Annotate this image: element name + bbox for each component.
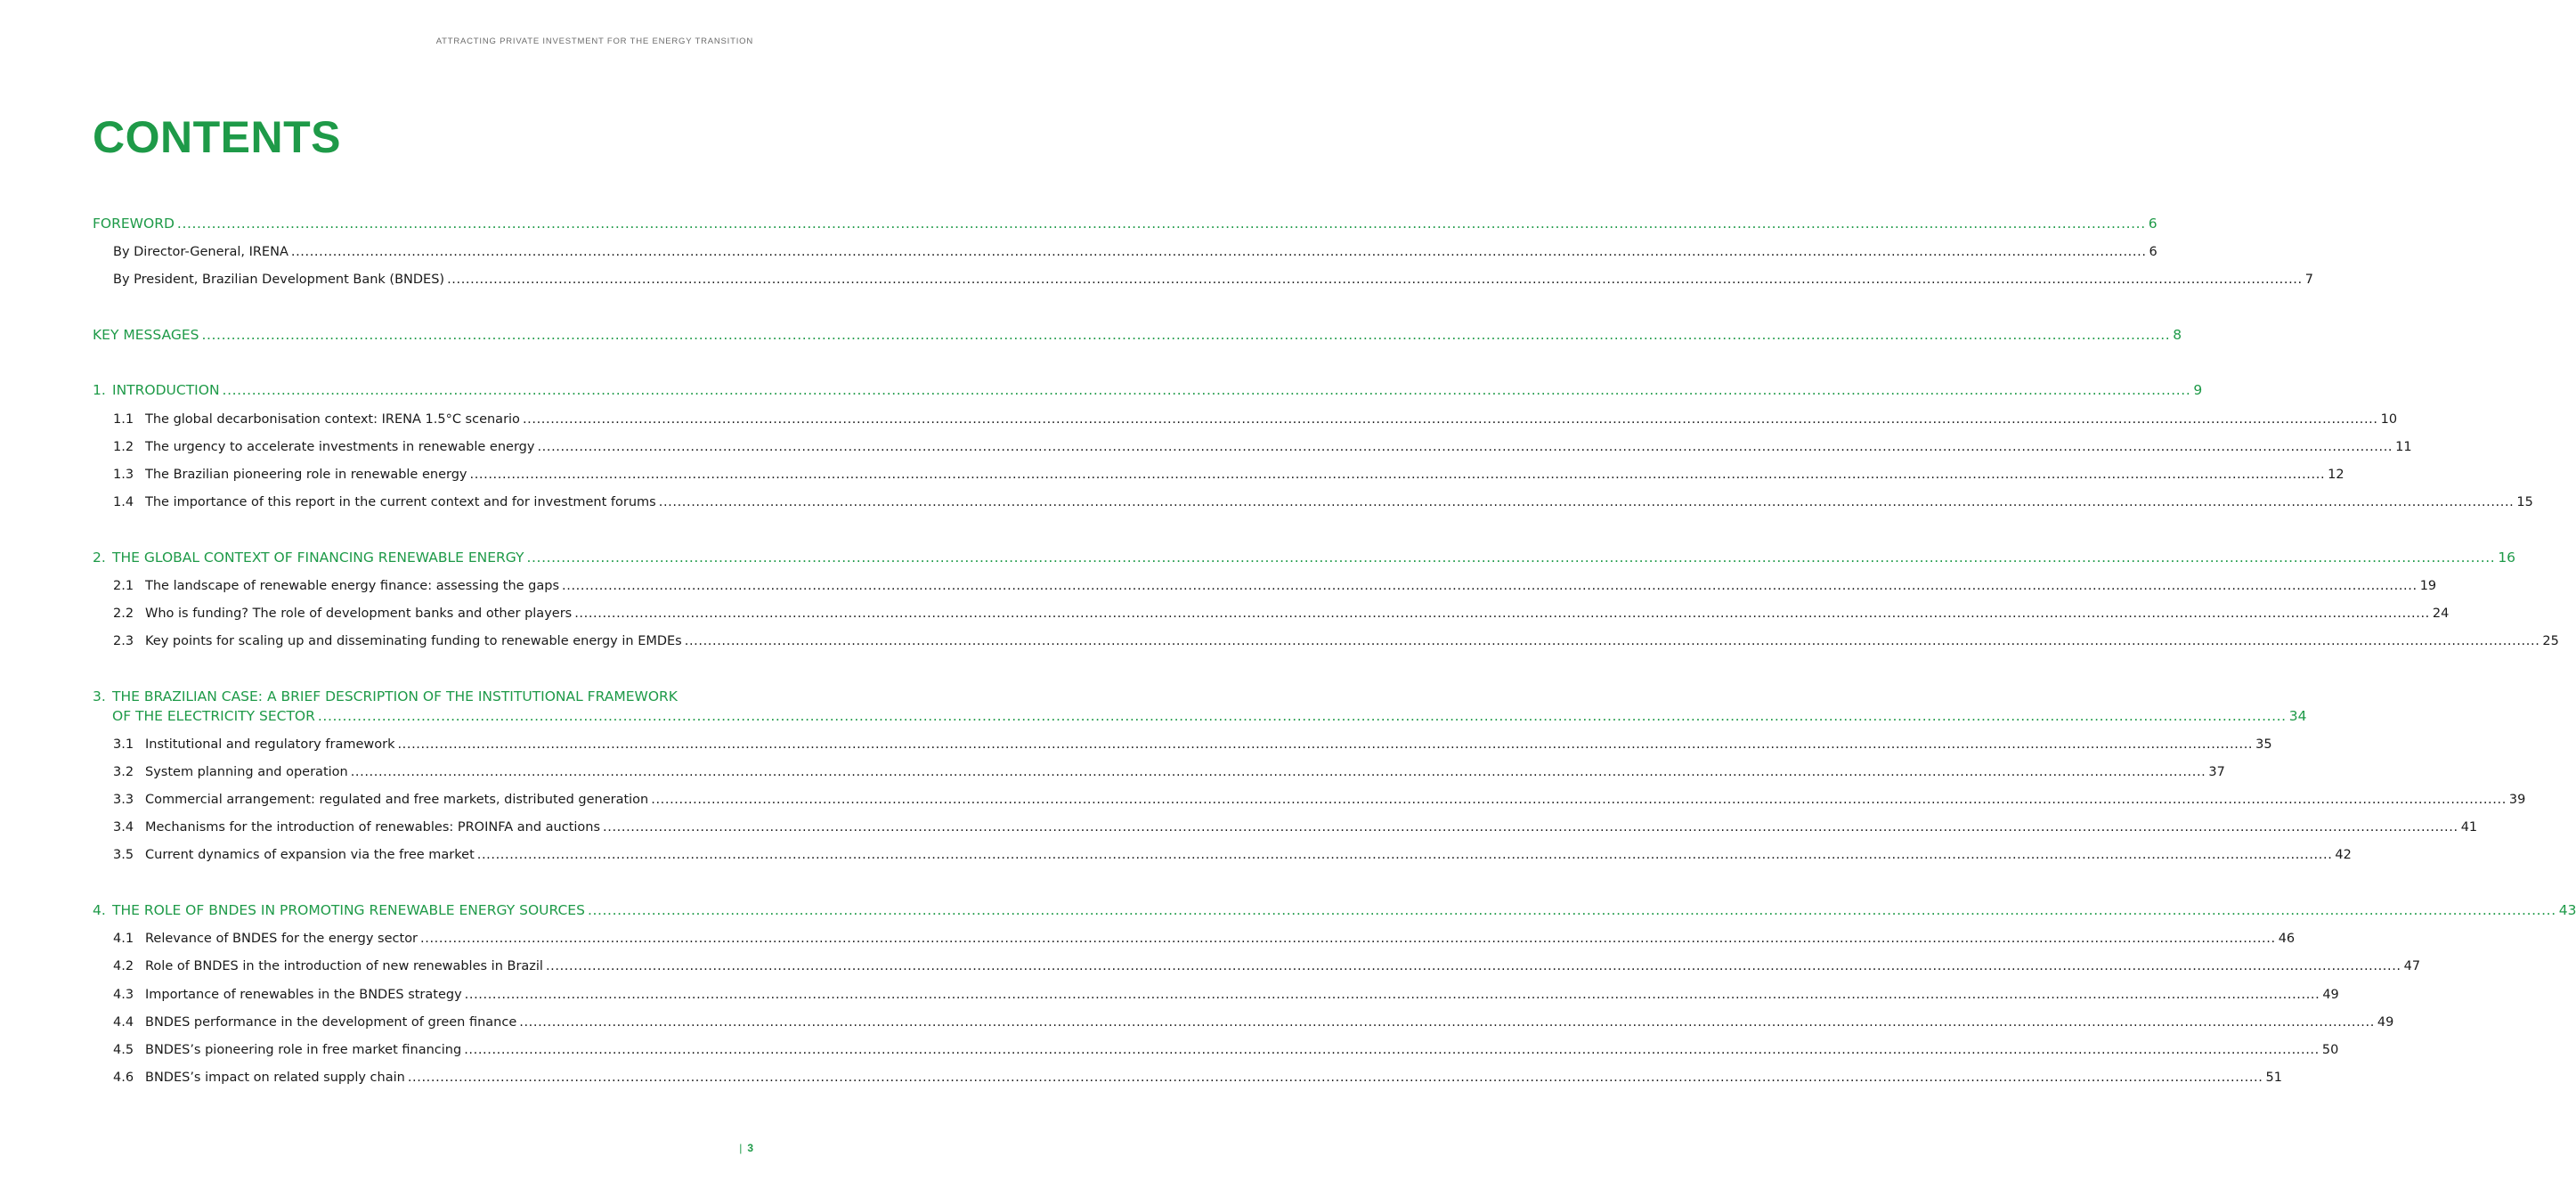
toc-subentry[interactable] xyxy=(113,577,2437,595)
toc-page-number: 37 xyxy=(2208,765,2225,779)
toc-page-number: 46 xyxy=(2278,932,2296,946)
toc-label: The importance of this report in the current context and for investment forums xyxy=(145,495,656,509)
toc-number: 4.3 xyxy=(113,988,134,1002)
toc-number: 2.1 xyxy=(113,579,134,593)
toc-label: By President, Brazilian Development Bank (BNDES) xyxy=(113,273,445,287)
toc-number: 1.1 xyxy=(113,412,134,427)
toc-number: 2.3 xyxy=(113,634,134,648)
toc-label: FOREWORD xyxy=(93,216,175,232)
toc-subentry[interactable] xyxy=(113,930,2296,948)
toc-page-number: 16 xyxy=(2498,550,2516,566)
toc-leader-dots: ................................................................................................................................................................................................................................................................................................................................................................................................................ xyxy=(651,793,2507,807)
toc-leader-dots: ................................................................................................................................................................................................................................................................................................................................................................................................................ xyxy=(176,216,2146,232)
toc-subentry[interactable] xyxy=(113,493,2533,511)
toc-leader-dots: ................................................................................................................................................................................................................................................................................................................................................................................................................ xyxy=(545,959,2401,973)
toc-page-number: 50 xyxy=(2321,1043,2339,1057)
toc-page-number: 25 xyxy=(2542,634,2559,648)
toc-page-number: 42 xyxy=(2335,848,2352,862)
toc-number: 1.3 xyxy=(113,468,134,482)
toc-number: 3.1 xyxy=(113,737,134,752)
toc-label: Role of BNDES in the introduction of new renewables in Brazil xyxy=(145,959,543,973)
toc-subentry[interactable] xyxy=(113,763,2225,781)
toc-page-number: 24 xyxy=(2432,607,2450,621)
toc-subentry[interactable] xyxy=(113,986,2339,1004)
toc-subentry[interactable] xyxy=(113,605,2450,623)
toc-label: The landscape of renewable energy finance: assessing the gaps xyxy=(145,579,560,593)
toc-subentry[interactable] xyxy=(113,466,2344,484)
toc-label: The urgency to accelerate investments in renewable energy xyxy=(145,440,535,454)
toc-number: 3.2 xyxy=(113,765,134,779)
toc-leader-dots: ................................................................................................................................................................................................................................................................................................................................................................................................................ xyxy=(684,634,2540,648)
toc-label: Key points for scaling up and disseminating funding to renewable energy in EMDEs xyxy=(145,634,682,648)
toc-page-number: 43 xyxy=(2558,902,2576,918)
toc-number: 3.4 xyxy=(113,820,134,835)
toc-leader-dots: ................................................................................................................................................................................................................................................................................................................................................................................................................ xyxy=(447,273,2303,287)
toc-leader-dots: ................................................................................................................................................................................................................................................................................................................................................................................................................ xyxy=(469,468,2326,482)
toc-label: The global decarbonisation context: IRENA 1.5°C scenario xyxy=(145,412,520,427)
toc-leader-dots: ................................................................................................................................................................................................................................................................................................................................................................................................................ xyxy=(464,988,2320,1002)
toc-page-number: 7 xyxy=(2304,273,2313,287)
toc-page-number: 19 xyxy=(2419,579,2437,593)
toc-label: Importance of renewables in the BNDES strategy xyxy=(145,988,462,1002)
toc-leader-dots: ................................................................................................................................................................................................................................................................................................................................................................................................................ xyxy=(526,550,2496,566)
toc-leader-dots: ................................................................................................................................................................................................................................................................................................................................................................................................................ xyxy=(464,1043,2320,1057)
running-header: ATTRACTING PRIVATE INVESTMENT FOR THE ENERGY TRANSITION xyxy=(435,37,753,46)
toc-label-continued: OF THE ELECTRICITY SECTOR xyxy=(112,708,315,724)
toc-leader-dots: ................................................................................................................................................................................................................................................................................................................................................................................................................ xyxy=(420,932,2276,946)
toc-subentry[interactable] xyxy=(113,1014,2394,1031)
toc-label: The Brazilian pioneering role in renewable energy xyxy=(145,468,467,482)
toc-subentry[interactable] xyxy=(113,791,2526,809)
toc-subentry[interactable] xyxy=(113,632,2559,650)
toc-section[interactable] xyxy=(93,215,2158,232)
toc-page-number: 12 xyxy=(2328,468,2344,482)
toc-label: Institutional and regulatory framework xyxy=(145,737,395,752)
toc-leader-dots: ................................................................................................................................................................................................................................................................................................................................................................................................................ xyxy=(476,848,2333,862)
toc-number: 4.1 xyxy=(113,932,134,946)
toc-leader-dots: ................................................................................................................................................................................................................................................................................................................................................................................................................ xyxy=(290,245,2147,259)
toc-subentry[interactable] xyxy=(113,243,2158,261)
toc-page-number: 35 xyxy=(2255,737,2272,752)
toc-subentry[interactable] xyxy=(113,1041,2339,1059)
toc-page-number: 15 xyxy=(2516,495,2533,509)
toc-label: By Director-General, IRENA xyxy=(113,245,288,259)
toc-number: 4.4 xyxy=(113,1015,134,1030)
toc-label: THE BRAZILIAN CASE: A BRIEF DESCRIPTION OF THE INSTITUTIONAL FRAMEWORK xyxy=(112,688,678,704)
page-number: 3 xyxy=(747,1142,753,1154)
toc-page-number: 47 xyxy=(2403,959,2421,973)
toc-leader-dots: ................................................................................................................................................................................................................................................................................................................................................................................................................ xyxy=(350,765,2206,779)
toc-page-number: 11 xyxy=(2395,440,2412,454)
toc-number: 1. xyxy=(93,382,106,398)
toc-subentry[interactable] xyxy=(113,271,2313,289)
toc-number: 4.2 xyxy=(113,959,134,973)
toc-number: 3.3 xyxy=(113,793,134,807)
toc-leader-dots: ................................................................................................................................................................................................................................................................................................................................................................................................................ xyxy=(397,737,2254,752)
toc-page-number: 9 xyxy=(2193,382,2203,398)
toc-label: BNDES performance in the development of green finance xyxy=(145,1015,517,1030)
toc-page-number: 39 xyxy=(2508,793,2526,807)
toc-number: 1.2 xyxy=(113,440,134,454)
toc-label: BNDES’s pioneering role in free market financing xyxy=(145,1043,462,1057)
toc-label: Commercial arrangement: regulated and free markets, distributed generation xyxy=(145,793,649,807)
toc-leader-dots: ................................................................................................................................................................................................................................................................................................................................................................................................................ xyxy=(658,495,2515,509)
toc-number: 4.6 xyxy=(113,1071,134,1085)
toc-page-number: 6 xyxy=(2148,216,2158,232)
toc-label: System planning and operation xyxy=(145,765,348,779)
toc-number: 3.5 xyxy=(113,848,134,862)
page-title: CONTENTS xyxy=(93,112,341,162)
toc-leader-dots: ................................................................................................................................................................................................................................................................................................................................................................................................................ xyxy=(317,708,2287,724)
toc-label: Mechanisms for the introduction of renewables: PROINFA and auctions xyxy=(145,820,601,835)
toc-leader-dots: ................................................................................................................................................................................................................................................................................................................................................................................................................ xyxy=(522,412,2378,427)
toc-section[interactable] xyxy=(93,549,2516,566)
toc-page-number: 41 xyxy=(2460,820,2478,835)
toc-subentry[interactable] xyxy=(113,846,2352,864)
toc-number: 1.4 xyxy=(113,495,134,509)
toc-label: BNDES’s impact on related supply chain xyxy=(145,1071,405,1085)
toc-number: 2. xyxy=(93,550,106,566)
toc-leader-dots: ................................................................................................................................................................................................................................................................................................................................................................................................................ xyxy=(222,382,2191,398)
toc-leader-dots: ................................................................................................................................................................................................................................................................................................................................................................................................................ xyxy=(407,1071,2263,1085)
toc-label: THE GLOBAL CONTEXT OF FINANCING RENEWABLE ENERGY xyxy=(112,550,524,566)
toc-subentry[interactable] xyxy=(113,411,2398,428)
toc-subentry[interactable] xyxy=(113,438,2412,456)
toc-leader-dots: ................................................................................................................................................................................................................................................................................................................................................................................................................ xyxy=(574,607,2430,621)
toc-section[interactable] xyxy=(93,901,2576,919)
toc-section[interactable] xyxy=(93,688,2307,725)
toc-label: Current dynamics of expansion via the free market xyxy=(145,848,475,862)
footer-separator: | xyxy=(739,1142,743,1154)
toc-page-number: 34 xyxy=(2288,708,2307,724)
toc-label: THE ROLE OF BNDES IN PROMOTING RENEWABLE ENERGY SOURCES xyxy=(112,902,585,918)
toc-leader-dots: ................................................................................................................................................................................................................................................................................................................................................................................................................ xyxy=(562,579,2418,593)
toc-page-number: 49 xyxy=(2322,988,2339,1002)
toc-leader-dots: ................................................................................................................................................................................................................................................................................................................................................................................................................ xyxy=(519,1015,2375,1030)
toc-number: 2.2 xyxy=(113,607,134,621)
toc-leader-dots: ................................................................................................................................................................................................................................................................................................................................................................................................................ xyxy=(537,440,2393,454)
toc-label: Relevance of BNDES for the energy sector xyxy=(145,932,418,946)
toc-number: 4.5 xyxy=(113,1043,134,1057)
toc-page-number: 49 xyxy=(2377,1015,2394,1030)
toc-section[interactable] xyxy=(93,326,2182,344)
toc-label: Who is funding? The role of development banks and other players xyxy=(145,607,573,621)
toc-subentry[interactable] xyxy=(113,1069,2282,1087)
toc-page-number: 51 xyxy=(2265,1071,2282,1085)
toc-label: INTRODUCTION xyxy=(112,382,220,398)
toc-leader-dots: ................................................................................................................................................................................................................................................................................................................................................................................................................ xyxy=(587,902,2556,918)
page-footer xyxy=(739,1142,753,1154)
toc-page-number: 10 xyxy=(2380,412,2398,427)
toc-section[interactable] xyxy=(93,381,2203,399)
toc-leader-dots: ................................................................................................................................................................................................................................................................................................................................................................................................................ xyxy=(201,327,2171,343)
toc-page-number: 6 xyxy=(2149,245,2158,259)
toc-number: 3. xyxy=(93,688,106,704)
toc-subentry[interactable] xyxy=(113,736,2272,753)
toc-label: KEY MESSAGES xyxy=(93,327,199,343)
toc-subentry[interactable] xyxy=(113,957,2421,975)
toc-subentry[interactable] xyxy=(113,818,2478,836)
toc-number: 4. xyxy=(93,902,106,918)
toc-page-number: 8 xyxy=(2173,327,2182,343)
toc-leader-dots: ................................................................................................................................................................................................................................................................................................................................................................................................................ xyxy=(603,820,2458,835)
